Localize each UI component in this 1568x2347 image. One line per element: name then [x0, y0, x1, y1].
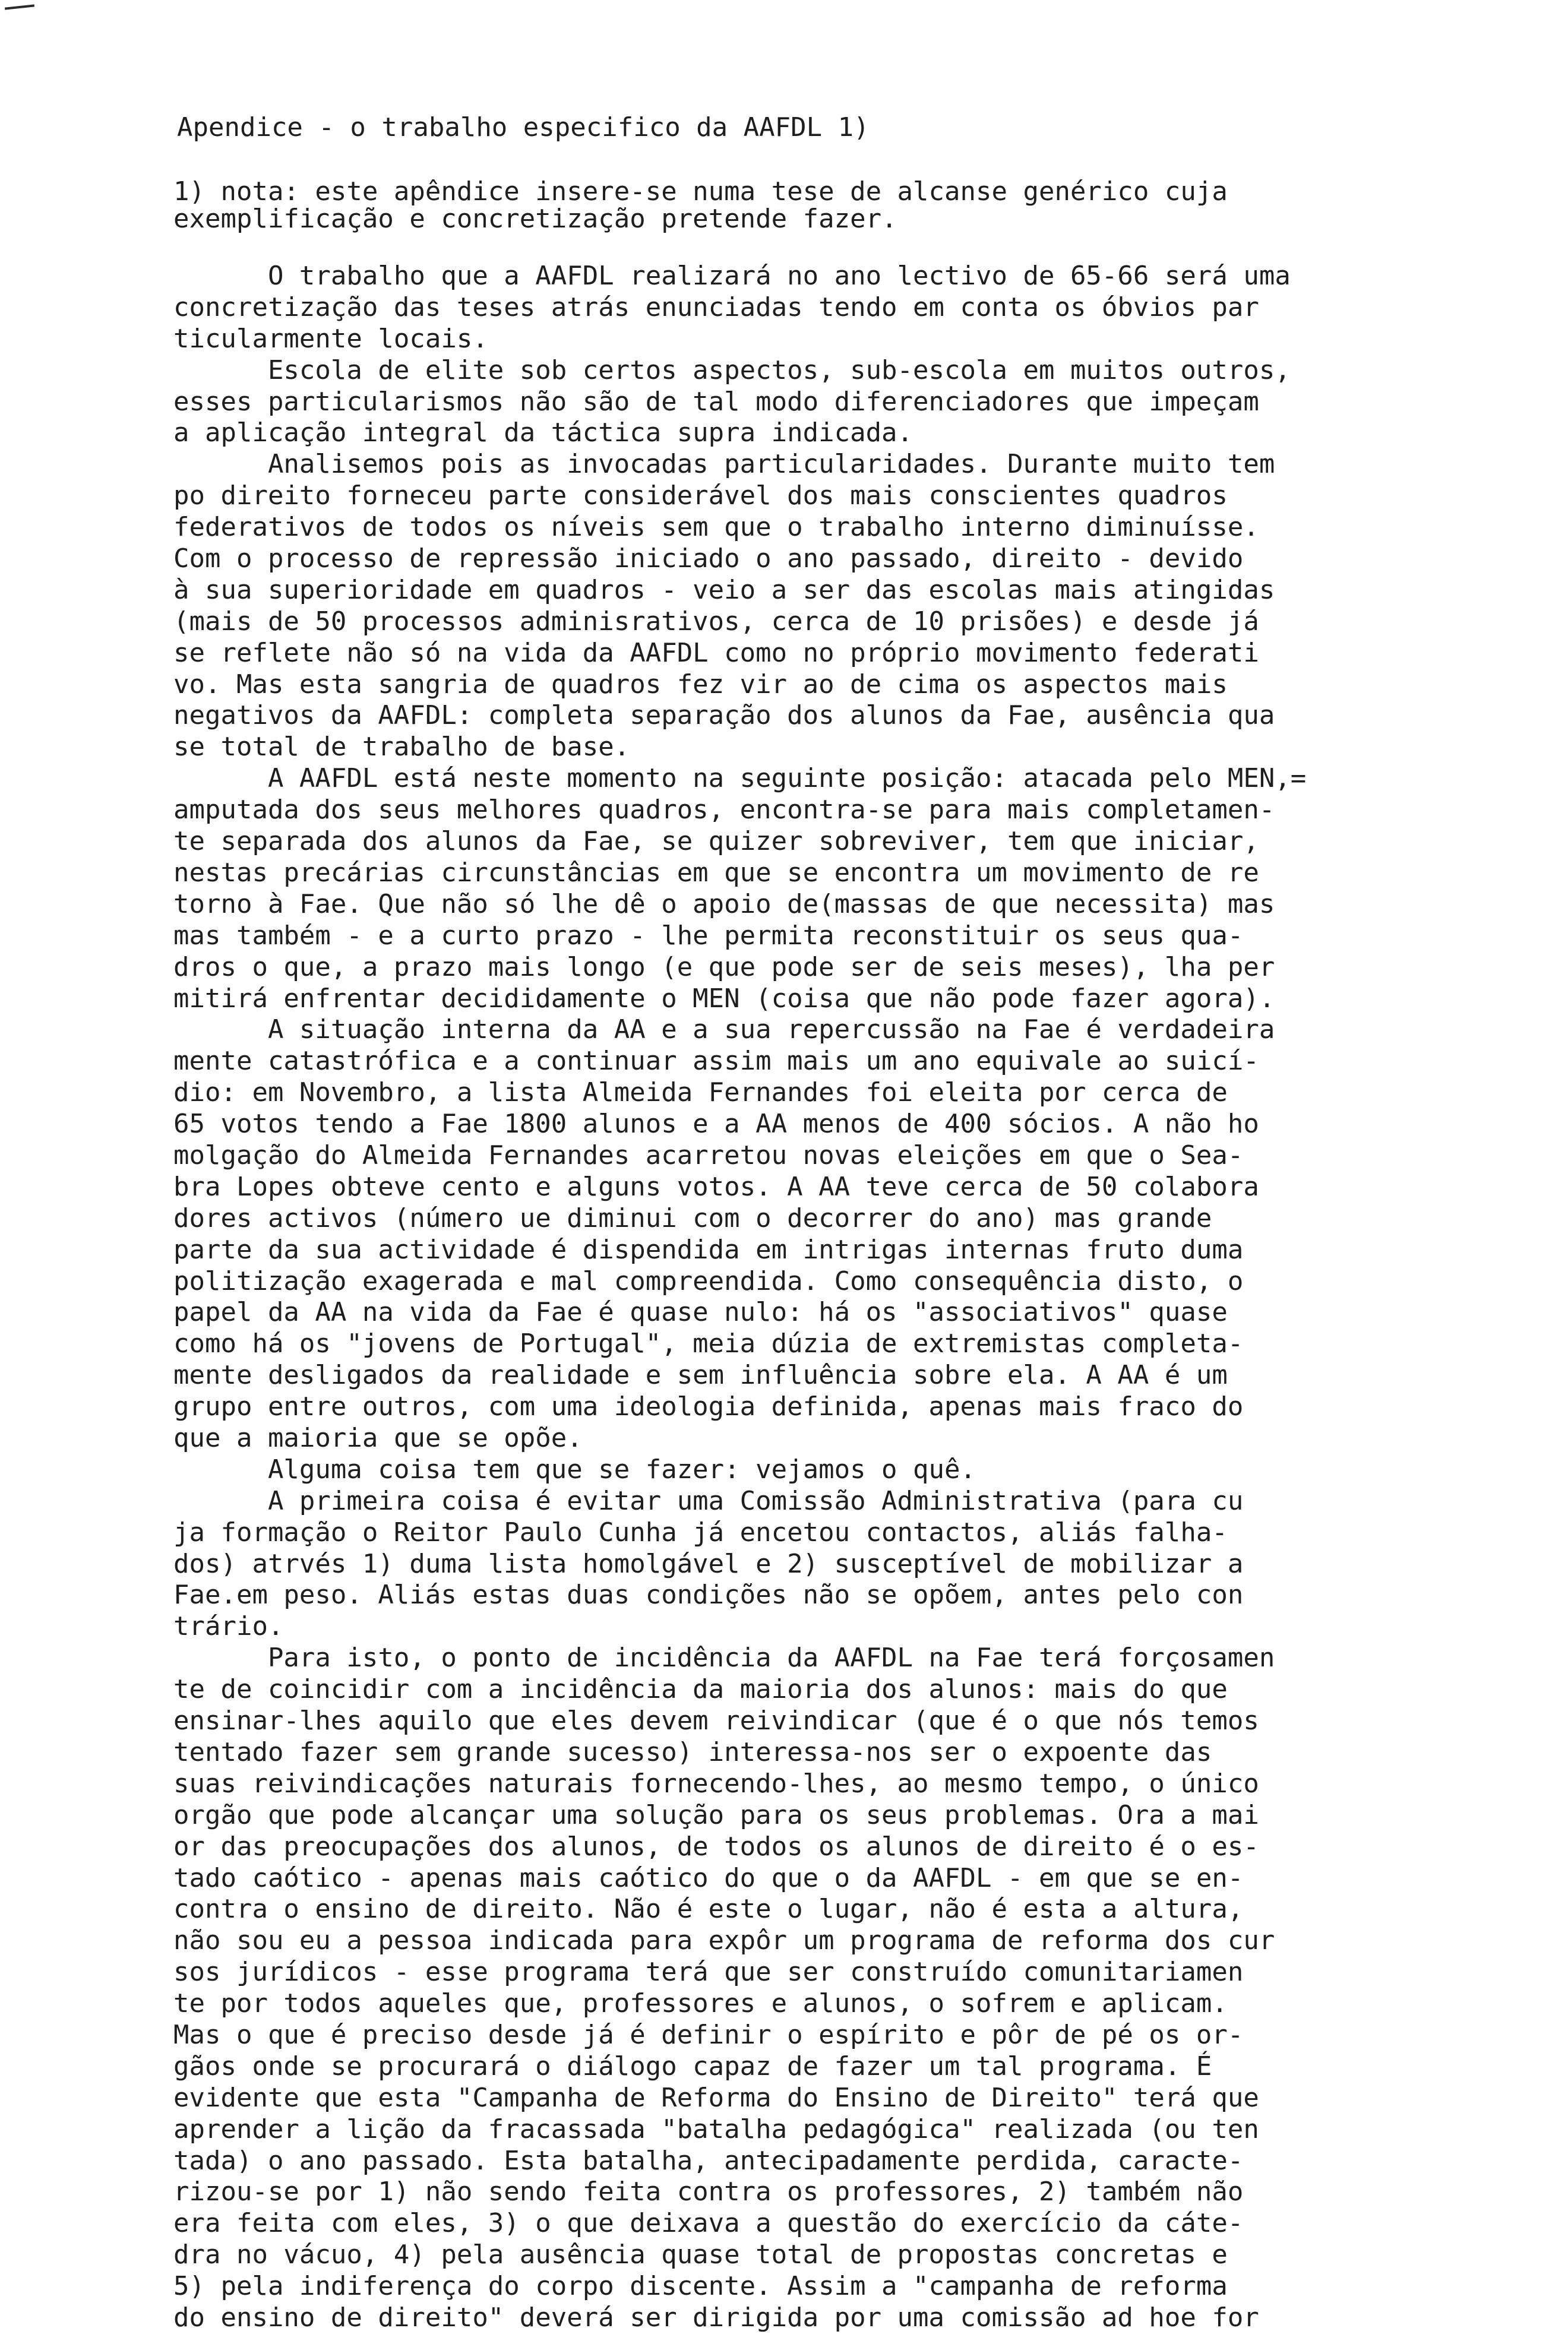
body-line: torno à Fae. Que não só lhe dê o apoio de(massas de que necessita) mas — [173, 889, 1275, 919]
body-line: mente desligados da realidade e sem influência sobre ela. A AA é um — [173, 1360, 1228, 1390]
body-line: concretização das teses atrás enunciadas tendo em conta os óbvios par — [173, 292, 1259, 322]
body-line: como há os "jovens de Portugal", meia dúzia de extremistas completa- — [173, 1329, 1244, 1359]
body-line: dio: em Novembro, a lista Almeida Fernandes foi eleita por cerca de — [173, 1077, 1228, 1108]
body-line: trário. — [173, 1611, 284, 1641]
body-line: Para isto, o ponto de incidência da AAFDL na Fae terá forçosamen — [173, 1643, 1275, 1673]
body-line: ja formação o Reitor Paulo Cunha já encetou contactos, aliás falha- — [173, 1517, 1228, 1548]
body-line: nestas precárias circunstâncias em que se encontra um movimento de re — [173, 858, 1259, 888]
body-line: à sua superioridade em quadros - veio a ser das escolas mais atingidas — [173, 575, 1275, 605]
footnote-line: exemplificação e concretização pretende fazer. — [173, 204, 897, 234]
body-line: dra no vácuo, 4) pela ausência quase total de propostas concretas e — [173, 2240, 1228, 2270]
body-line: suas reivindicações naturais fornecendo-lhes, ao mesmo tempo, o único — [173, 1769, 1259, 1799]
body-line: rizou-se por 1) não sendo feita contra os professores, 2) também não — [173, 2177, 1244, 2207]
body-line: grupo entre outros, com uma ideologia definida, apenas mais fraco do — [173, 1391, 1244, 1422]
body-line: A situação interna da AA e a sua repercussão na Fae é verdadeira — [173, 1014, 1275, 1045]
body-line: se reflete não só na vida da AAFDL como no próprio movimento federati — [173, 638, 1259, 668]
body-line: sos jurídicos - esse programa terá que ser construído comunitariamen — [173, 1957, 1244, 1987]
body-line: ticularmente locais. — [173, 324, 488, 354]
body-line: ensinar-lhes aquilo que eles devem reivindicar (que é o que nós temos — [173, 1706, 1259, 1736]
body-line: do ensino de direito" deverá ser dirigida por uma comissão ad hoe for — [173, 2302, 1259, 2333]
body-line: dos) atrvés 1) duma lista homolgável e 2) susceptível de mobilizar a — [173, 1549, 1244, 1579]
body-line: papel da AA na vida da Fae é quase nulo: há os "associativos" quase — [173, 1297, 1228, 1327]
body-line: O trabalho que a AAFDL realizará no ano lectivo de 65-66 será uma — [173, 261, 1291, 291]
body-line: Com o processo de repressão iniciado o ano passado, direito - devido — [173, 543, 1244, 574]
body-line: A primeira coisa é evitar uma Comissão Administrativa (para cu — [173, 1486, 1244, 1516]
body-line: bra Lopes obteve cento e alguns votos. A AA teve cerca de 50 colabora — [173, 1172, 1259, 1202]
body-line: não sou eu a pessoa indicada para expôr um programa de reforma dos cur — [173, 1925, 1275, 1956]
body-line: Analisemos pois as invocadas particularidades. Durante muito tem — [173, 449, 1275, 479]
body-line: a aplicação integral da táctica supra indicada. — [173, 417, 913, 448]
body-line: mente catastrófica e a continuar assim mais um ano equivale ao suicí- — [173, 1046, 1259, 1076]
body-line: 5) pela indiferença do corpo discente. Assim a "campanha de reforma — [173, 2271, 1228, 2301]
body-line: (mais de 50 processos adminisrativos, cerca de 10 prisões) e desde já — [173, 606, 1259, 637]
body-line: A AAFDL está neste momento na seguinte posição: atacada pelo MEN,= — [173, 763, 1307, 793]
body-line: po direito forneceu parte considerável dos mais conscientes quadros — [173, 480, 1228, 511]
body-line: or das preocupações dos alunos, de todos os alunos de direito é o es- — [173, 1832, 1259, 1862]
body-line: contra o ensino de direito. Não é este o lugar, não é esta a altura, — [173, 1894, 1244, 1924]
body-line: vo. Mas esta sangria de quadros fez vir ao de cima os aspectos mais — [173, 669, 1228, 700]
body-line: Escola de elite sob certos aspectos, sub-escola em muitos outros, — [173, 355, 1291, 385]
body-line: dros o que, a prazo mais longo (e que pode ser de seis meses), lha per — [173, 952, 1275, 982]
body-line: mas também - e a curto prazo - lhe permita reconstituir os seus qua- — [173, 921, 1244, 951]
body-line: politização exagerada e mal compreendida. Como consequência disto, o — [173, 1266, 1244, 1296]
body-line: dores activos (número ue diminui com o decorrer do ano) mas grande — [173, 1203, 1212, 1233]
body-line: era feita com eles, 3) o que deixava a questão do exercício da cáte- — [173, 2208, 1244, 2238]
body-line: negativos da AAFDL: completa separação dos alunos da Fae, ausência qua — [173, 700, 1275, 730]
body-line: parte da sua actividade é dispendida em intrigas internas fruto duma — [173, 1235, 1244, 1265]
body-line: te separada dos alunos da Fae, se quizer sobreviver, tem que iniciar, — [173, 826, 1259, 856]
body-line: 65 votos tendo a Fae 1800 alunos e a AA menos de 400 sócios. A não ho — [173, 1109, 1259, 1139]
body-line: tada) o ano passado. Esta batalha, antecipadamente perdida, caracte- — [173, 2146, 1244, 2176]
body-line: gãos onde se procurará o diálogo capaz de fazer um tal programa. É — [173, 2051, 1212, 2082]
body-line: federativos de todos os níveis sem que o trabalho interno diminuísse. — [173, 512, 1259, 542]
body-line: te de coincidir com a incidência da maioria dos alunos: mais do que — [173, 1674, 1228, 1704]
body-line: Mas o que é preciso desde já é definir o espírito e pôr de pé os or- — [173, 2020, 1244, 2050]
body-line: se total de trabalho de base. — [173, 732, 630, 762]
footnote-line: 1) nota: este apêndice insere-se numa tese de alcanse genérico cuja — [173, 176, 1228, 207]
document-title: Apendice - o trabalho especifico da AAFDL 1) — [177, 112, 870, 143]
body-line: evidente que esta "Campanha de Reforma do Ensino de Direito" terá que — [173, 2083, 1259, 2113]
corner-scan-mark — [5, 4, 34, 10]
body-line: Alguma coisa tem que se fazer: vejamos o quê. — [173, 1454, 976, 1485]
body-line: tentado fazer sem grande sucesso) interessa-nos ser o expoente das — [173, 1737, 1212, 1767]
body-line: amputada dos seus melhores quadros, encontra-se para mais completamen- — [173, 795, 1275, 825]
body-line: molgação do Almeida Fernandes acarretou novas eleições em que o Sea- — [173, 1140, 1244, 1171]
body-line: mitirá enfrentar decididamente o MEN (coisa que não pode fazer agora). — [173, 983, 1275, 1014]
body-line: te por todos aqueles que, professores e alunos, o sofrem e aplicam. — [173, 1988, 1228, 2019]
body-line: esses particularismos não são de tal modo diferenciadores que impeçam — [173, 387, 1259, 417]
body-line: Fae.em peso. Aliás estas duas condições não se opõem, antes pelo con — [173, 1580, 1244, 1610]
body-line: orgão que pode alcançar uma solução para os seus problemas. Ora a mai — [173, 1800, 1259, 1830]
body-line: que a maioria que se opõe. — [173, 1423, 583, 1453]
body-line: aprender a lição da fracassada "batalha pedagógica" realizada (ou ten — [173, 2114, 1259, 2144]
body-line: tado caótico - apenas mais caótico do que o da AAFDL - em que se en- — [173, 1863, 1244, 1893]
